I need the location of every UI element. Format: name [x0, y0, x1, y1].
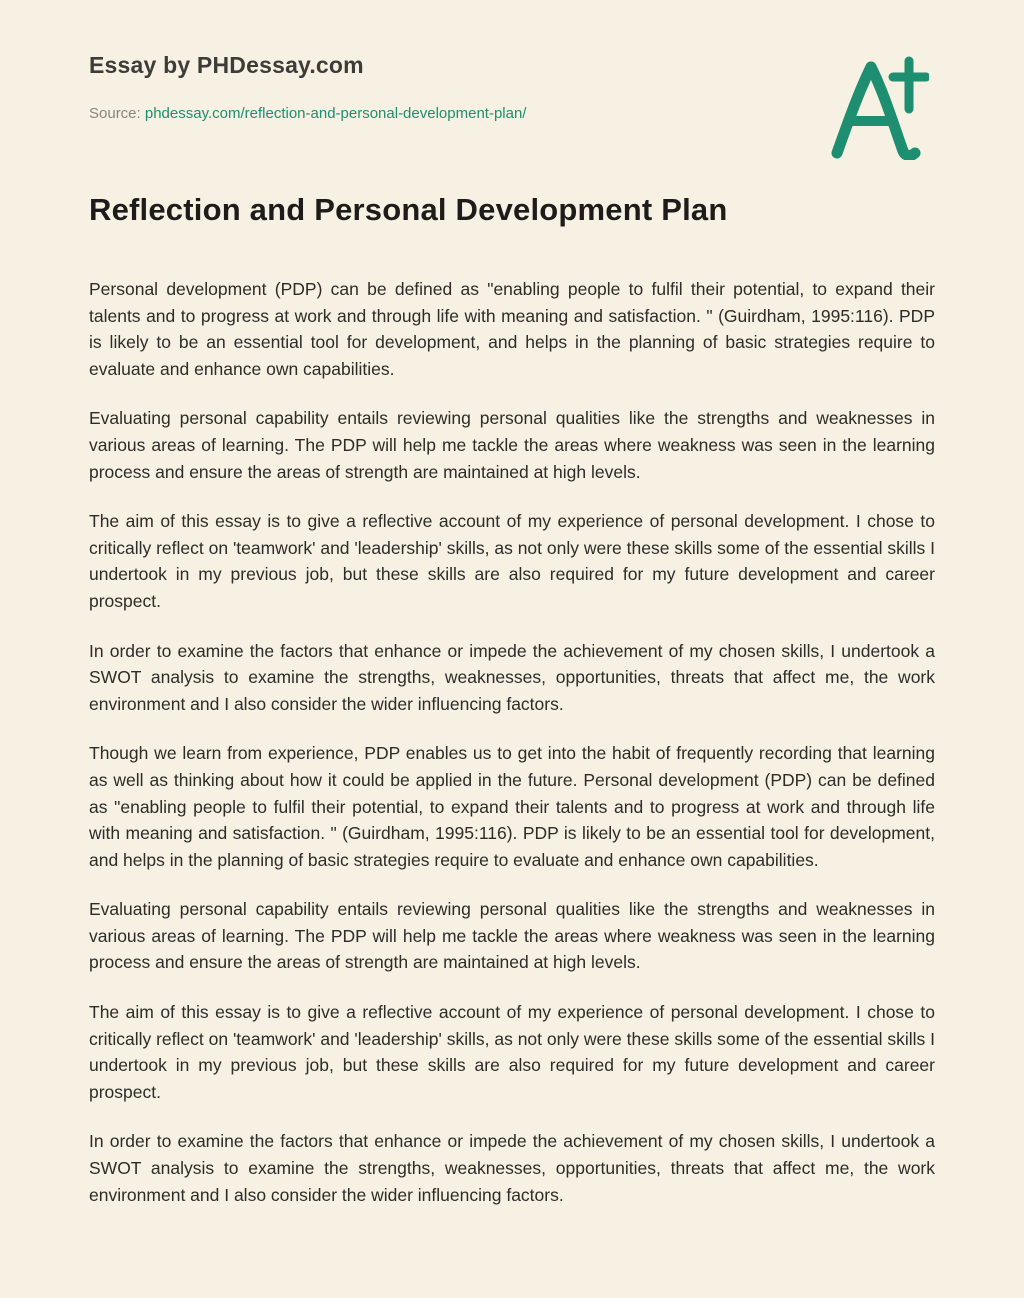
essay-paragraph: Though we learn from experience, PDP enables us to get into the habit of frequently recording that learning as well as thinking about how it could be applied in the future. Personal development (PDP) can be defined as "enabling people to fulfil their potential, to expand their talents and to progress at work and through life with meaning and satisfaction. " (Guirdham, 1995:116). PDP is likely to be an essential tool for development, and helps in the planning of basic strategies require to evaluate and enhance own capabilities. [89, 743, 935, 870]
essay-title: Reflection and Personal Development Plan [89, 192, 728, 227]
source-line [89, 105, 526, 122]
source-label: Source: [89, 105, 141, 122]
essay-paragraph: The aim of this essay is to give a reflective account of my experience of personal development. I chose to critically reflect on 'teamwork' and 'leadership' skills, as not only were these skills some of the essential skills I undertook in my previous job, but these skills are also required for my future development and career prospect. [89, 1002, 935, 1102]
essay-byline: Essay by PHDessay.com [89, 52, 364, 78]
essay-paragraph: In order to examine the factors that enhance or impede the achievement of my chosen skills, I undertook a SWOT analysis to examine the strengths, weaknesses, opportunities, threats that affect me, the work environment and I also consider the wider influencing factors. [89, 1131, 935, 1205]
source-link[interactable]: phdessay.com/reflection-and-personal-development-plan/ [144, 105, 527, 122]
page-header [89, 52, 935, 122]
bottom-fade [0, 1238, 1024, 1298]
a-plus-logo-icon [829, 55, 929, 160]
header-left [89, 52, 526, 122]
essay-paragraph: Evaluating personal capability entails reviewing personal qualities like the strengths and weaknesses in various areas of learning. The PDP will help me tackle the areas where weakness was seen in the learning process and ensure the areas of strength are maintained at high levels. [89, 408, 935, 482]
phdessay-logo [829, 55, 929, 160]
essay-body [89, 276, 935, 1208]
essay-paragraph: Evaluating personal capability entails reviewing personal qualities like the strengths and weaknesses in various areas of learning. The PDP will help me tackle the areas where weakness was seen in the learning process and ensure the areas of strength are maintained at high levels. [89, 899, 935, 973]
essay-paragraph: The aim of this essay is to give a reflective account of my experience of personal development. I chose to critically reflect on 'teamwork' and 'leadership' skills, as not only were these skills some of the essential skills I undertook in my previous job, but these skills are also required for my future development and career prospect. [89, 511, 935, 611]
essay-paragraph: In order to examine the factors that enhance or impede the achievement of my chosen skills, I undertook a SWOT analysis to examine the strengths, weaknesses, opportunities, threats that affect me, the work environment and I also consider the wider influencing factors. [89, 640, 935, 714]
essay-paragraph: Personal development (PDP) can be defined as "enabling people to fulfil their potential, to expand their talents and to progress at work and through life with meaning and satisfaction. " (Guirdham, 1995:116). PDP is likely to be an essential tool for development, and helps in the planning of basic strategies require to evaluate and enhance own capabilities. [89, 279, 935, 379]
